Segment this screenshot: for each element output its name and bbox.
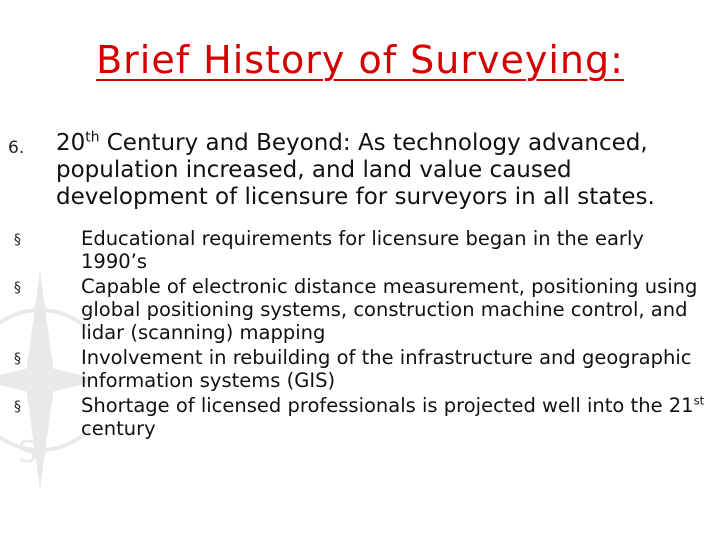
slide-title: Brief History of Surveying: [96, 38, 624, 82]
bullet-item [14, 275, 714, 344]
item-number: 6. [8, 138, 25, 158]
bullet-text: Involvement in rebuilding of the infrastructure and geographic information systems (GIS) [81, 346, 692, 392]
bullet-marker: § [14, 280, 21, 296]
bullet-item [14, 227, 714, 273]
bullet-marker: § [14, 399, 21, 415]
bullet-list [14, 227, 714, 442]
bullet-marker: § [14, 232, 21, 248]
bullet-text: Capable of electronic distance measurement, positioning using global positioning systems, construction machine control, and lidar (scanning) mapping [81, 275, 698, 344]
bullet-item [14, 394, 714, 440]
svg-text:S: S [18, 435, 38, 470]
bullet-text: Educational requirements for licensure began in the early 1990’s [81, 227, 644, 273]
bullet-text: Shortage of licensed professionals is projected well into the 21st century [81, 393, 705, 440]
main-point-text: 20th Century and Beyond: As technology advanced, population increased, and land value caused development of licensure for surveyors in all states. [56, 129, 655, 210]
bullet-marker: § [14, 351, 21, 367]
bullet-item [14, 346, 714, 392]
